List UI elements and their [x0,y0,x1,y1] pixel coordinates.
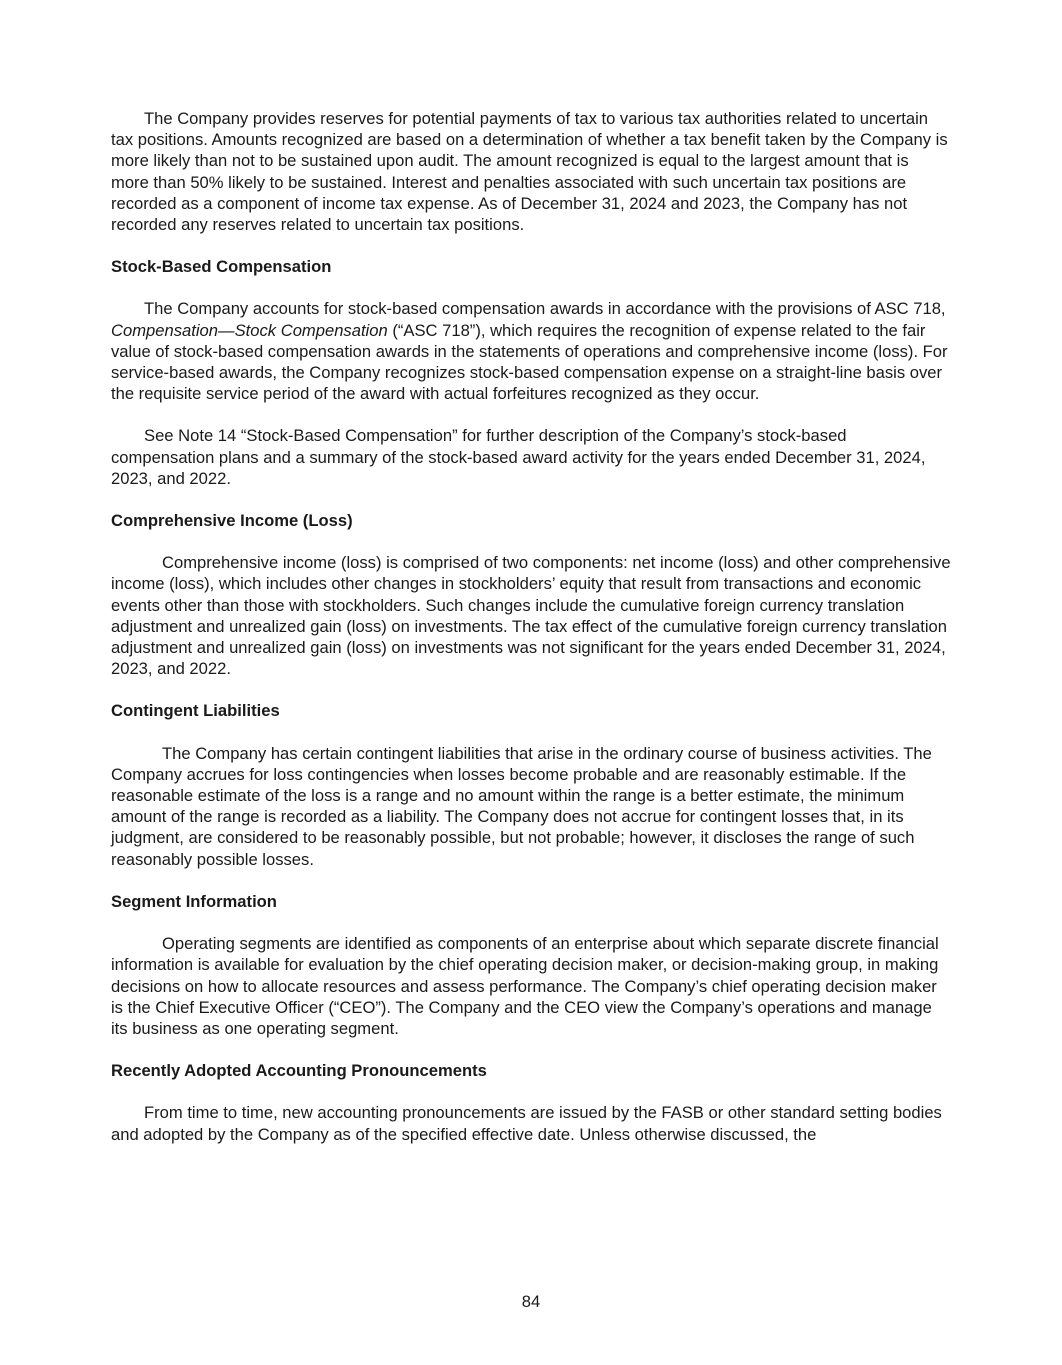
segment-information-paragraph: Operating segments are identified as components of an enterprise about which separate discrete financial information is available for evaluation by the chief operating decision maker, or decision-making group, in making decisions on how to allocate resources and assess performance. The Company’s chief operating decision maker is the Chief Executive Officer (“CEO”). The Company and the CEO view the Company’s operations and manage its business as one operating segment. [111,934,939,1038]
recent-pronouncements-heading: Recently Adopted Accounting Pronouncements [111,1061,487,1081]
stock-comp-text-end: (“ASC 718”), which requires the recognition of expense related to the fair value of stock-based compensation awards in the statements of operations and comprehensive income (loss). For service-based awards, the Company recognizes stock-based compensation expense on a straight-line basis over the requisite service period of the award with actual forfeitures recognized as they occur. [111,320,948,404]
page-number: 84 [521,1292,541,1311]
contingent-liabilities-heading: Contingent Liabilities [111,701,280,721]
contingent-liabilities-paragraph: The Company has certain contingent liabilities that arise in the ordinary course of business activities. The Company accrues for loss contingencies when losses become probable and are reasonably estimable. If the reasonable estimate of the loss is a range and no amount within the range is a better estimate, the minimum amount of the range is recorded as a liability. The Company does not accrue for contingent losses that, in its judgment, are considered to be reasonably possible, but not probable; however, it discloses the range of such reasonably possible losses. [111,743,932,869]
uncertain-tax-paragraph: The Company provides reserves for potential payments of tax to various tax authorities related to uncertain tax positions. Amounts recognized are based on a determination of whether a tax benefit taken by the Company is more likely than not to be sustained upon audit. The amount recognized is equal to the largest amount that is more than 50% likely to be sustained. Interest and penalties associated with such uncertain tax positions are recorded as a component of income tax expense. As of December 31, 2024 and 2023, the Company has not recorded any reserves related to uncertain tax positions. [111,109,948,235]
document-page [111,108,951,1145]
recent-pronouncements-paragraph: From time to time, new accounting pronouncements are issued by the FASB or other standard setting bodies and adopted by the Company as of the specified effective date. Unless otherwise discussed, the [111,1103,942,1144]
stock-comp-note-reference-paragraph: See Note 14 “Stock-Based Compensation” for further description of the Company’s stock-based compensation plans and a summary of the stock-based award activity for the years ended December 31, 2024, 2023, and 2022. [111,426,926,488]
stock-based-compensation-heading: Stock-Based Compensation [111,257,332,277]
comprehensive-income-heading: Comprehensive Income (Loss) [111,511,353,531]
stock-based-compensation-paragraph [111,298,951,404]
comprehensive-income-paragraph: Comprehensive income (loss) is comprised of two components: net income (loss) and other comprehensive income (loss), which includes other changes in stockholders’ equity that result from transactions and economic events other than those with stockholders. Such changes include the cumulative foreign currency translation adjustment and unrealized gain (loss) on investments. The tax effect of the cumulative foreign currency translation adjustment and unrealized gain (loss) on investments was not significant for the years ended December 31, 2024, 2023, and 2022. [111,553,951,679]
stock-comp-text-start: The Company accounts for stock-based compensation awards in accordance with the provisions of ASC 718, [144,299,946,319]
stock-comp-italic-title: Compensation—Stock Compensation [111,320,388,340]
segment-information-heading: Segment Information [111,891,277,911]
